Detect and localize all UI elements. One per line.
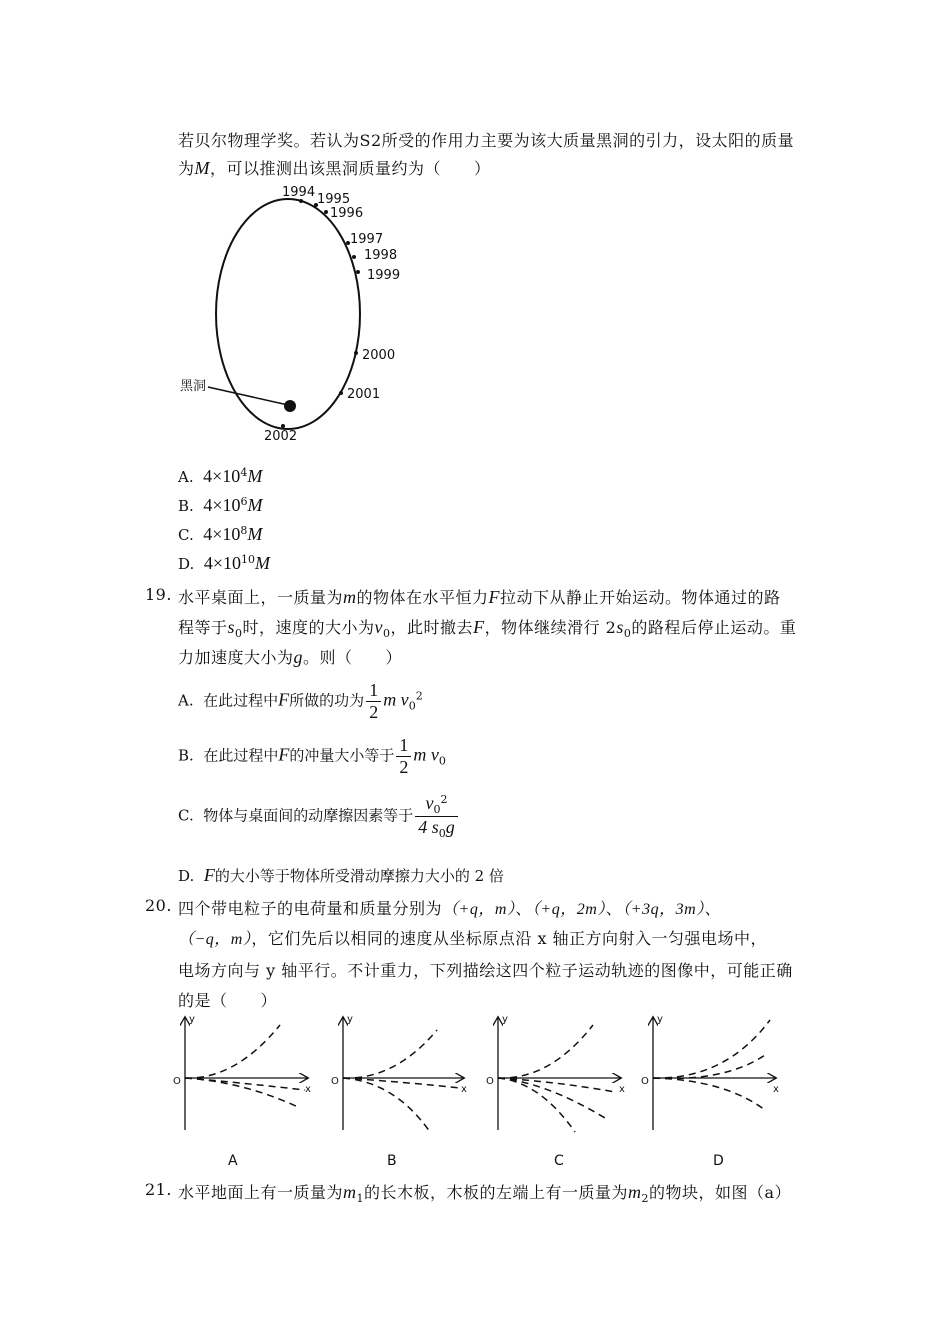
- graph-b-label: B: [387, 1153, 397, 1169]
- graph-b-origin: O: [331, 1076, 339, 1087]
- q19-option-d[interactable]: D. F的大小等于物体所受滑动摩擦力大小的 2 倍: [178, 865, 504, 885]
- graph-d-curves: [653, 1020, 770, 1110]
- graph-c-x-label: x: [619, 1084, 625, 1095]
- orbit-ellipse: [216, 199, 360, 429]
- q19-option-a[interactable]: A. 在此过程中F所做的功为 $\frac{1}{2}$ m $v_0^2$: [178, 680, 423, 722]
- q19-option-c[interactable]: C. 物体与桌面间的动摩擦因素等于 $\frac{v_0^2}{4 s_0g}$: [178, 793, 460, 840]
- graph-d-origin: O: [641, 1076, 649, 1087]
- orbit-point-1996: [324, 210, 328, 214]
- q20-graphs: [165, 1010, 795, 1170]
- graph-a-y-label: y: [189, 1014, 195, 1025]
- graph-a-origin: O: [173, 1076, 181, 1087]
- orbit-point-2001: [339, 391, 343, 395]
- graph-a-curves: [185, 1025, 305, 1108]
- year-2000: 2000: [362, 348, 396, 363]
- q19-line-1: 水平桌面上，一质量为m的物体在水平恒力F拉动下从静止开始运动。物体通过的路: [178, 587, 781, 607]
- graph-c-origin: O: [486, 1076, 494, 1087]
- q20-number: 20.: [145, 896, 172, 915]
- q19-option-b[interactable]: B. 在此过程中F的冲量大小等于 $\frac{1}{2}$ m $v_0$: [178, 735, 446, 777]
- graph-a-x-label: x: [305, 1084, 311, 1095]
- intro-line-2: 为M，可以推测出该黑洞质量约为（ ）: [178, 158, 491, 178]
- year-1996: 1996: [330, 206, 364, 221]
- orbit-point-2002: [281, 424, 285, 428]
- q18-option-a[interactable]: A. $4\times 10^4M$: [178, 466, 263, 486]
- orbit-figure: [170, 180, 410, 445]
- year-1997: 1997: [350, 232, 384, 247]
- q19-line-2: 程等于$s_0$时，速度的大小为$v_0$，此时撤去F，物体继续滑行 $2s_0$的路程后停止运动。重: [178, 617, 797, 641]
- graph-b-y-label: y: [347, 1014, 353, 1025]
- orbit-point-2000: [354, 351, 358, 355]
- graph-a-label: A: [228, 1153, 238, 1169]
- black-hole-pointer: [208, 387, 288, 405]
- year-1994: 1994: [282, 185, 316, 200]
- year-1995: 1995: [317, 192, 351, 207]
- q20-line-4: 的是（ ）: [178, 991, 278, 1010]
- orbit-point-1998: [352, 255, 356, 259]
- graph-d-y-label: y: [657, 1014, 663, 1025]
- q18-option-c[interactable]: C. $4\times 10^8M$: [178, 524, 263, 544]
- year-2002: 2002: [264, 429, 298, 444]
- orbit-point-1999: [356, 270, 360, 274]
- intro-line-1: 若贝尔物理学奖。若认为S2所受的作用力主要为该大质量黑洞的引力，设太阳的质量: [178, 131, 795, 150]
- year-1998: 1998: [364, 248, 398, 263]
- q20-line-1: 四个带电粒子的电荷量和质量分别为（+q，m）、（+q，2m）、（+3q，3m）、: [178, 899, 722, 918]
- graph-b-x-label: x: [461, 1084, 467, 1095]
- graph-c-y-label: y: [502, 1014, 508, 1025]
- year-1999: 1999: [367, 268, 401, 283]
- graph-d-label: D: [713, 1153, 724, 1169]
- graph-b-curves: [343, 1030, 460, 1132]
- black-hole-dot: [284, 400, 296, 412]
- q20-line-2: （−q，m），它们先后以相同的速度从坐标原点沿 x 轴正方向射入一匀强电场中，: [178, 929, 768, 948]
- q21-number: 21.: [145, 1180, 172, 1199]
- q19-number: 19.: [145, 585, 172, 604]
- graph-c-label: C: [554, 1153, 564, 1169]
- q19-line-3: 力加速度大小为g。则（ ）: [178, 647, 403, 667]
- year-2001: 2001: [347, 387, 381, 402]
- graph-d-x-label: x: [773, 1084, 779, 1095]
- q21-line-1: 水平地面上有一质量为$m_1$的长木板，木板的左端上有一质量为$m_2$的物块，如图（a）: [178, 1182, 792, 1206]
- black-hole-label: 黑洞: [180, 379, 207, 394]
- q18-option-d[interactable]: D. $4\times 10^{10}M$: [178, 553, 270, 573]
- q20-line-3: 电场方向与 y 轴平行。不计重力，下列描绘这四个粒子运动轨迹的图像中，可能正确: [178, 961, 793, 980]
- q18-option-b[interactable]: B. $4\times 10^6M$: [178, 495, 263, 515]
